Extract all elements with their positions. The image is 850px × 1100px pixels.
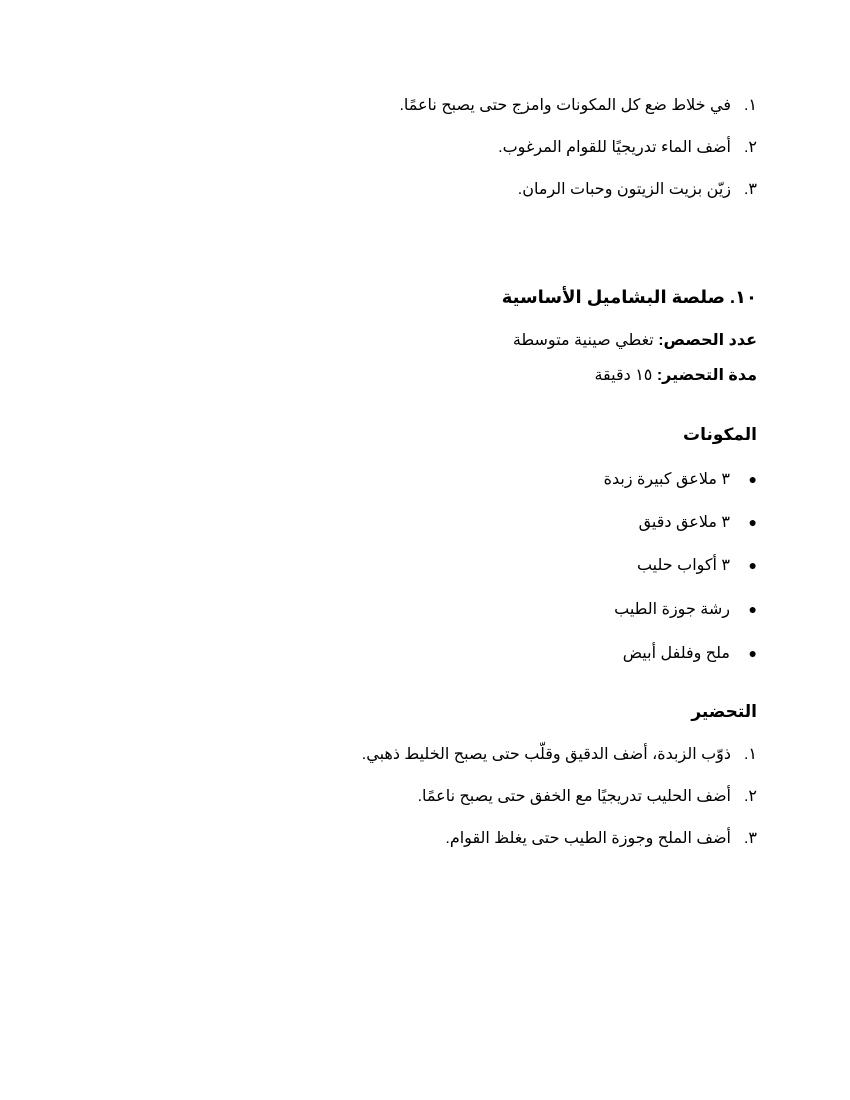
list-item xyxy=(623,643,757,664)
bullet-icon: ● xyxy=(748,471,757,487)
intro-step-text: أضف الماء تدريجيًا للقوام المرغوب. xyxy=(498,139,731,156)
prep-step-text: ذوّب الزبدة، أضف الدقيق وقلّب حتى يصبح الخليط ذهبي. xyxy=(361,746,731,763)
intro-step-3 xyxy=(518,180,757,200)
prep-step-text: أضف الملح وجوزة الطيب حتى يغلظ القوام. xyxy=(445,830,731,847)
intro-step-text: زيّن بزيت الزيتون وحبات الرمان. xyxy=(517,181,731,198)
prep-step-number: ٣. xyxy=(743,830,757,847)
ingredient-text: ٣ ملاعق كبيرة زبدة xyxy=(603,471,730,488)
prep-step-text: أضف الحليب تدريجيًا مع الخفق حتى يصبح ناعمًا. xyxy=(417,788,731,805)
intro-step-1 xyxy=(399,96,757,116)
bullet-icon: ● xyxy=(748,557,757,573)
servings-line xyxy=(513,331,757,351)
ingredient-text: ٣ أكواب حليب xyxy=(636,557,730,574)
ingredients-heading: المكونات xyxy=(682,425,757,444)
prep-time-label: مدة التحضير: xyxy=(656,367,757,384)
intro-step-number: ٢. xyxy=(743,139,757,156)
prep-step-2 xyxy=(418,787,757,807)
intro-step-text: في خلاط ضع كل المكونات وامزج حتى يصبح ناعمًا. xyxy=(399,97,731,114)
list-item xyxy=(604,469,757,490)
ingredient-text: ملح وفلفل أبيض xyxy=(622,645,730,662)
preparation-heading: التحضير xyxy=(691,702,757,721)
list-item xyxy=(614,599,757,620)
ingredient-text: ٣ ملاعق دقيق xyxy=(638,514,730,531)
list-item xyxy=(637,555,757,576)
intro-step-2 xyxy=(498,138,757,158)
bullet-icon: ● xyxy=(748,514,757,530)
prep-step-number: ١. xyxy=(743,746,757,763)
prep-step-number: ٢. xyxy=(743,788,757,805)
intro-step-number: ٣. xyxy=(743,181,757,198)
ingredient-text: رشة جوزة الطيب xyxy=(614,601,730,618)
prep-step-1 xyxy=(362,745,757,765)
prep-time-line xyxy=(594,366,757,386)
bullet-icon: ● xyxy=(748,601,757,617)
recipe-title: ١٠. صلصة البشاميل الأساسية xyxy=(501,287,757,307)
bullet-icon: ● xyxy=(748,645,757,661)
prep-step-3 xyxy=(445,829,757,849)
list-item xyxy=(639,512,757,533)
servings-value: تغطي صينية متوسطة xyxy=(512,332,654,349)
servings-label: عدد الحصص: xyxy=(658,332,757,349)
prep-time-value: ١٥ دقيقة xyxy=(594,367,653,384)
intro-step-number: ١. xyxy=(743,97,757,114)
